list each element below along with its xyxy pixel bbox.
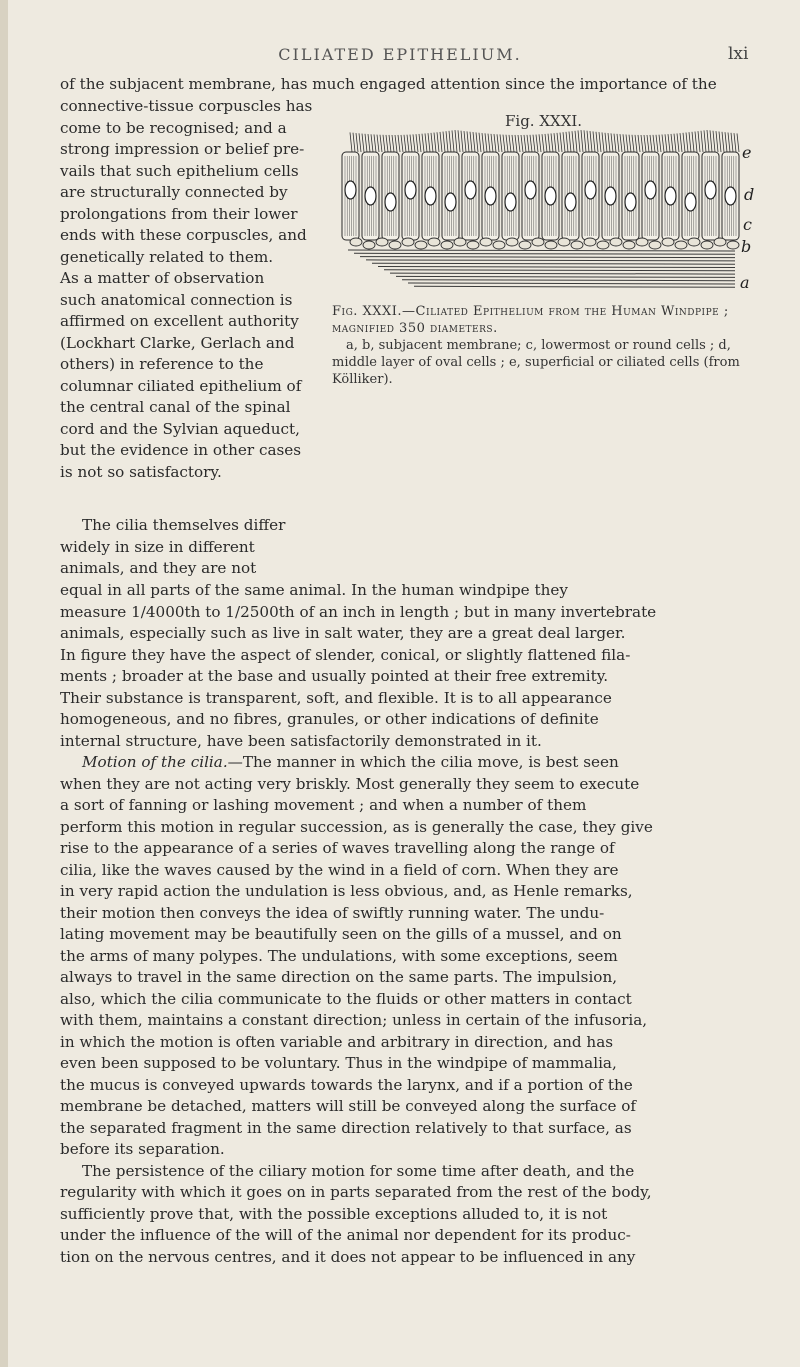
- membrane-fibre: [378, 267, 735, 268]
- text-line: their motion then conveys the idea of swiftly running water. The undu-: [60, 903, 605, 922]
- cilium: [719, 131, 721, 152]
- text-line: such anatomical connection is: [60, 290, 293, 309]
- cilium: [668, 134, 670, 152]
- cilium: [437, 132, 439, 152]
- cilium: [431, 133, 433, 152]
- cilium: [569, 132, 571, 152]
- cilium: [389, 135, 391, 152]
- cilium: [446, 131, 448, 152]
- cell-nucleus: [445, 193, 456, 211]
- round-cell: [402, 238, 414, 246]
- membrane-fibre: [396, 276, 735, 277]
- cilium: [512, 135, 514, 152]
- text-line: columnar ciliated epithelium of: [60, 376, 302, 395]
- membrane-fibre: [402, 280, 735, 281]
- cilium: [734, 133, 736, 152]
- cilium: [494, 134, 496, 152]
- cilium: [383, 135, 385, 152]
- round-cell: [597, 241, 609, 249]
- cilium: [506, 135, 508, 152]
- cilium: [590, 131, 592, 152]
- membrane-fibre: [366, 260, 735, 261]
- text-line: ends with these corpuscles, and: [60, 226, 307, 244]
- cilium: [572, 131, 574, 152]
- cilium: [467, 131, 469, 152]
- cilium: [539, 134, 541, 152]
- membrane-fibre: [348, 250, 735, 251]
- cilium: [491, 134, 493, 152]
- cilium: [731, 133, 733, 152]
- cell-nucleus: [485, 187, 496, 205]
- text-line: strong impression or belief pre-: [60, 140, 305, 158]
- cell-nucleus: [665, 187, 676, 205]
- cilium: [698, 131, 700, 152]
- cell-nucleus: [565, 193, 576, 211]
- cilium: [638, 135, 640, 152]
- cilium: [728, 133, 730, 152]
- cilium: [554, 133, 556, 152]
- text-line: As a matter of observation: [60, 269, 265, 287]
- cilium: [635, 135, 637, 152]
- cilium: [617, 134, 619, 152]
- cilium: [374, 134, 376, 152]
- cilium: [536, 135, 538, 152]
- cilium: [443, 132, 445, 152]
- cilium: [716, 131, 718, 152]
- round-cell: [519, 241, 531, 249]
- cilium: [563, 132, 565, 152]
- cilium: [470, 132, 472, 152]
- cell-nucleus: [725, 187, 736, 205]
- cilium: [377, 135, 379, 152]
- cell-nucleus: [605, 187, 616, 205]
- text-line: (Lockhart Clarke, Gerlach and: [60, 333, 295, 352]
- round-cell: [649, 241, 661, 249]
- text-line: sufficiently prove that, with the possible exceptions alluded to, it is not: [60, 1204, 608, 1223]
- cilium: [644, 135, 646, 152]
- round-cell: [688, 238, 700, 246]
- cilium: [497, 134, 499, 152]
- cilium: [455, 130, 457, 152]
- cilium: [458, 130, 460, 152]
- text-line: In figure they have the aspect of slender, conical, or slightly flattened fila-: [60, 645, 631, 664]
- cilium: [440, 132, 442, 152]
- cilium: [518, 135, 520, 152]
- cilium: [356, 133, 358, 152]
- cilium: [722, 132, 724, 152]
- text-line: affirmed on excellent authority: [60, 312, 299, 330]
- text-line: perform this motion in regular succession, as is generally the case, they give: [60, 817, 653, 836]
- cilium: [626, 134, 628, 152]
- cell-nucleus: [425, 187, 436, 205]
- cilium: [662, 135, 664, 152]
- text-line: connective-tissue corpuscles has: [60, 97, 313, 115]
- cilium: [587, 131, 589, 152]
- cilium: [395, 135, 397, 152]
- cilium: [473, 132, 475, 152]
- round-cell: [506, 238, 518, 246]
- cilium: [647, 135, 649, 152]
- cilium: [386, 135, 388, 152]
- cilium: [500, 134, 502, 152]
- cilium: [521, 135, 523, 152]
- cell-nucleus: [405, 181, 416, 199]
- page-number: lxi: [728, 44, 749, 64]
- cilium: [533, 135, 535, 152]
- section-heading-motion: Motion of the cilia.: [82, 753, 228, 771]
- cilium: [419, 134, 421, 152]
- round-cell: [610, 238, 622, 246]
- epithelium-illustration: [330, 128, 760, 300]
- round-cell: [662, 238, 674, 246]
- cilium: [515, 135, 517, 152]
- cilium: [476, 132, 478, 152]
- cilium: [530, 135, 532, 152]
- cilium: [611, 133, 613, 152]
- cell-nucleus: [545, 187, 556, 205]
- text-line: animals, and they are not: [60, 559, 257, 577]
- cilium: [503, 135, 505, 152]
- cilium: [725, 132, 727, 152]
- text-line: measure 1/4000th to 1/2500th of an inch in length ; but in many invertebrate: [60, 602, 657, 621]
- cilium: [713, 131, 715, 152]
- cilium: [425, 133, 427, 152]
- cilium: [578, 130, 580, 152]
- membrane-fibre: [414, 286, 735, 287]
- cilium: [641, 135, 643, 152]
- cilium: [605, 133, 607, 152]
- text-line: when they are not acting very briskly. Most generally they seem to execute: [60, 774, 640, 793]
- membrane-fibre: [360, 257, 735, 258]
- cilium: [707, 130, 709, 152]
- cilium: [560, 133, 562, 152]
- round-cell: [727, 241, 739, 249]
- cilium: [479, 133, 481, 152]
- cilium: [596, 132, 598, 152]
- cell-nucleus: [585, 181, 596, 199]
- round-cell: [480, 238, 492, 246]
- cilium: [371, 134, 373, 152]
- cilium: [365, 134, 367, 152]
- text-line: the mucus is conveyed upwards towards the larynx, and if a portion of the: [60, 1075, 633, 1094]
- text-line: The cilia themselves differ: [82, 516, 286, 534]
- cilium: [737, 133, 739, 152]
- cilium: [461, 131, 463, 152]
- membrane-fibre: [372, 263, 735, 264]
- cilium: [629, 135, 631, 152]
- text-line: tion on the nervous centres, and it does not appear to be influenced in any: [60, 1247, 636, 1266]
- text-line: cord and the Sylvian aqueduct,: [60, 419, 300, 438]
- text-line: come to be recognised; and a: [60, 118, 287, 137]
- cilium: [689, 132, 691, 152]
- layer-letter-d: d: [744, 185, 755, 204]
- text-line: rise to the appearance of a series of waves travelling along the range of: [60, 839, 615, 857]
- cell-nucleus: [345, 181, 356, 199]
- cilium: [485, 133, 487, 152]
- cilium: [557, 133, 559, 152]
- figure-caption: [332, 303, 762, 388]
- cell-nucleus: [505, 193, 516, 211]
- layer-letter-b: b: [741, 237, 752, 256]
- page-edge: [0, 0, 8, 1367]
- cell-nucleus: [365, 187, 376, 205]
- cilium: [674, 134, 676, 152]
- round-cell: [389, 241, 401, 249]
- cilium: [359, 133, 361, 152]
- cilium: [380, 135, 382, 152]
- cilium: [593, 131, 595, 152]
- cilium: [599, 132, 601, 152]
- round-cell: [714, 238, 726, 246]
- text-line: in very rapid action the undulation is less obvious, and, as Henle remarks,: [60, 882, 633, 900]
- cilium: [452, 130, 454, 152]
- text-line: homogeneous, and no fibres, granules, or other indications of definite: [60, 710, 599, 728]
- figure-illustration: [330, 128, 760, 300]
- text-line: The persistence of the ciliary motion for some time after death, and the: [82, 1161, 635, 1180]
- text-line: others) in reference to the: [60, 355, 264, 373]
- text-line: a sort of fanning or lashing movement ; and when a number of them: [60, 796, 587, 814]
- round-cell: [454, 238, 466, 246]
- round-cell: [428, 238, 440, 246]
- round-cell: [467, 241, 479, 249]
- text-line: cilia, like the waves caused by the wind in a field of corn. When they are: [60, 860, 619, 879]
- caption-body: a, b, subjacent membrane; c, lowermost or round cells ; d, middle layer of oval cells ; e, superficial or ciliated cells (from Kölliker).: [332, 338, 740, 387]
- cilium: [362, 134, 364, 152]
- text-line: Their substance is transparent, soft, and flexible. It is to all appearance: [60, 688, 612, 707]
- layer-letter-a: a: [740, 273, 750, 292]
- text-line: vails that such epithelium cells: [60, 161, 299, 180]
- layer-letter-c: c: [743, 215, 752, 234]
- round-cell: [350, 238, 362, 246]
- round-cell: [545, 241, 557, 249]
- round-cell: [701, 241, 713, 249]
- cilium: [413, 134, 415, 152]
- cilium: [632, 135, 634, 152]
- cilium: [422, 134, 424, 152]
- cilium: [524, 135, 526, 152]
- text-line: always to travel in the same direction on the same parts. The impulsion,: [60, 968, 618, 986]
- cilium: [398, 135, 400, 152]
- cilium: [659, 135, 661, 152]
- cilium: [527, 135, 529, 152]
- cilium: [602, 132, 604, 152]
- round-cell: [675, 241, 687, 249]
- cilium: [614, 134, 616, 152]
- round-cell: [623, 241, 635, 249]
- round-cell: [571, 241, 583, 249]
- membrane-fibre: [354, 253, 735, 254]
- round-cell: [493, 241, 505, 249]
- body-text: [60, 580, 754, 1268]
- text-line: under the influence of the will of the animal nor dependent for its produc-: [60, 1226, 631, 1244]
- text-line: is not so satisfactory.: [60, 462, 222, 481]
- cilium: [623, 134, 625, 152]
- round-cell: [441, 241, 453, 249]
- cilium: [581, 130, 583, 152]
- round-cell: [532, 238, 544, 246]
- cilium: [509, 135, 511, 152]
- text-line: genetically related to them.: [60, 247, 274, 266]
- round-cell: [558, 238, 570, 246]
- cilium: [677, 133, 679, 152]
- cilium: [671, 134, 673, 152]
- cilium: [665, 134, 667, 152]
- text-line: before its separation.: [60, 1140, 225, 1158]
- running-head: CILIATED EPITHELIUM.: [278, 45, 522, 64]
- cell-nucleus: [625, 193, 636, 211]
- cilium: [368, 134, 370, 152]
- text-line: membrane be detached, matters will still be conveyed along the surface of: [60, 1097, 637, 1115]
- text-line: but the evidence in other cases: [60, 441, 302, 459]
- intro-line: of the subjacent membrane, has much engaged attention since the importance of the: [60, 75, 717, 93]
- text-line: also, which the cilia communicate to the fluids or other matters in contact: [60, 989, 632, 1008]
- figure-label: Fig. XXXI.: [505, 112, 583, 130]
- cilium: [392, 135, 394, 152]
- cilium: [653, 135, 655, 152]
- cilium: [686, 133, 688, 152]
- text-line: even been supposed to be voluntary. Thus in the windpipe of mammalia,: [60, 1054, 617, 1072]
- round-cell: [584, 238, 596, 246]
- membrane-fibre: [408, 283, 735, 284]
- cilium: [545, 134, 547, 152]
- cilium: [704, 130, 706, 152]
- text-line: equal in all parts of the same animal. In the human windpipe they: [60, 581, 568, 599]
- text-line: the arms of many polypes. The undulations, with some exceptions, seem: [60, 946, 618, 965]
- cilium: [710, 130, 712, 152]
- round-cell: [415, 241, 427, 249]
- text-line: the central canal of the spinal: [60, 398, 291, 416]
- round-cell: [363, 241, 375, 249]
- left-column-text: [60, 96, 313, 483]
- text-line: widely in size in different: [60, 537, 255, 556]
- text-line: animals, especially such as live in salt water, they are a great deal larger.: [60, 624, 626, 642]
- cell-nucleus: [385, 193, 396, 211]
- cilium: [353, 133, 355, 152]
- cell-nucleus: [465, 181, 476, 199]
- text-line: regularity with which it goes on in parts separated from the rest of the body,: [60, 1183, 652, 1201]
- cilium: [695, 131, 697, 152]
- text-line: are structurally connected by: [60, 183, 288, 201]
- membrane-fibre: [390, 273, 735, 274]
- cilium: [482, 133, 484, 152]
- cilium: [428, 133, 430, 152]
- cilium: [584, 130, 586, 152]
- cilium: [464, 131, 466, 152]
- cilium: [542, 134, 544, 152]
- cilium: [656, 135, 658, 152]
- cilium: [488, 134, 490, 152]
- cilium: [410, 135, 412, 152]
- text-line: with them, maintains a constant direction; unless in certain of the infusoria,: [60, 1011, 648, 1029]
- membrane-fibre: [384, 270, 735, 271]
- text-line: in which the motion is often variable and arbitrary in direction, and has: [60, 1032, 614, 1051]
- text-line: lating movement may be beautifully seen on the gills of a mussel, and on: [60, 925, 622, 943]
- cilium: [551, 133, 553, 152]
- cell-nucleus: [705, 181, 716, 199]
- cell-nucleus: [685, 193, 696, 211]
- cilium: [608, 133, 610, 152]
- text-line: the separated fragment in the same direction relatively to that surface, as: [60, 1118, 632, 1137]
- cilium: [434, 133, 436, 152]
- cilium: [449, 131, 451, 152]
- text-line-continuation: —The manner in which the cilia move, is best seen: [227, 753, 619, 771]
- text-line: internal structure, have been satisfactorily demonstrated in it.: [60, 731, 542, 750]
- cilium: [566, 132, 568, 152]
- cilium: [575, 131, 577, 152]
- cilium: [683, 133, 685, 152]
- cilium: [620, 134, 622, 152]
- cilium: [401, 135, 403, 152]
- caption-title: Fig. XXXI.—Ciliated Epithelium from the Human Windpipe ; magnified 350 diameters.: [332, 304, 729, 336]
- cilium: [350, 132, 352, 152]
- layer-letter-e: e: [742, 143, 752, 162]
- cilium: [404, 135, 406, 152]
- text-line: ments ; broader at the base and usually pointed at their free extremity.: [60, 667, 609, 685]
- round-cell: [636, 238, 648, 246]
- cilium: [650, 135, 652, 152]
- left-column-text-2: [60, 515, 313, 580]
- cilium: [548, 134, 550, 152]
- text-line: prolongations from their lower: [60, 204, 298, 223]
- round-cell: [376, 238, 388, 246]
- cell-nucleus: [645, 181, 656, 199]
- text-line: [60, 752, 754, 774]
- cilium: [692, 132, 694, 152]
- cell-nucleus: [525, 181, 536, 199]
- cilium: [407, 135, 409, 152]
- cilium: [701, 131, 703, 152]
- cilium: [680, 133, 682, 152]
- cilium: [416, 134, 418, 152]
